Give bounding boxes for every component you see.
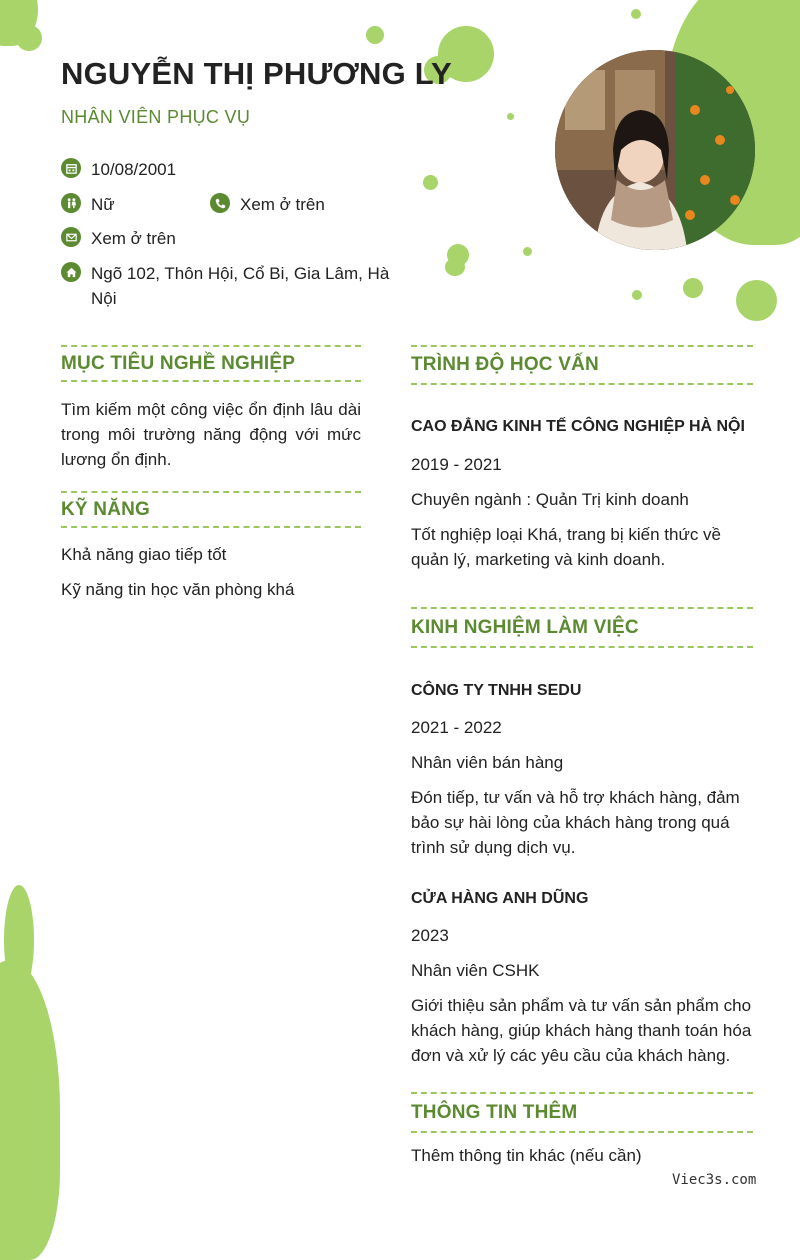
job-period: 2023 bbox=[411, 926, 449, 945]
address-row bbox=[61, 261, 391, 311]
gender-value: Nữ bbox=[91, 195, 115, 214]
home-icon bbox=[61, 262, 81, 282]
gender-row bbox=[61, 192, 115, 217]
birthday-value: 10/08/2001 bbox=[91, 160, 177, 179]
decor-dot bbox=[445, 258, 465, 276]
skill-item: Kỹ năng tin học văn phòng khá bbox=[61, 580, 295, 599]
profile-photo bbox=[555, 50, 755, 250]
birthday-row bbox=[61, 157, 176, 182]
education-description: Tốt nghiệp loại Khá, trang bị kiến thức về quản lý, marketing và kinh doanh. bbox=[411, 525, 722, 569]
gender-icon bbox=[61, 193, 81, 213]
company-name: CỬA HÀNG ANH DŨNG bbox=[411, 890, 589, 907]
company-name: CÔNG TY TNHH SEDU bbox=[411, 682, 582, 699]
decor-dot bbox=[736, 280, 777, 321]
job-description: Giới thiệu sản phẩm và tư vấn sản phẩm cho khách hàng, giúp khách hàng thanh toán hóa đơn và xử lý các yêu cầu của khách hàng. bbox=[411, 996, 752, 1065]
phone-row bbox=[210, 192, 325, 217]
decor-dot bbox=[366, 26, 384, 44]
additional-title: THÔNG TIN THÊM bbox=[411, 1092, 753, 1133]
email-value[interactable]: Xem ở trên bbox=[91, 229, 176, 248]
education-title: TRÌNH ĐỘ HỌC VẤN bbox=[411, 345, 753, 385]
decor-dot bbox=[16, 25, 42, 51]
job-description: Đón tiếp, tư vấn và hỗ trợ khách hàng, đảm bảo sự hài lòng của khách hàng trong quá trình sử dụng dịch vụ. bbox=[411, 788, 740, 857]
skill-item: Khả năng giao tiếp tốt bbox=[61, 545, 227, 564]
email-row bbox=[61, 226, 176, 251]
objective-text: Tìm kiếm một công việc ổn định lâu dài trong môi trường năng động với mức lương ổn định. bbox=[61, 400, 361, 469]
objective-title: MỤC TIÊU NGHỀ NGHIỆP bbox=[61, 345, 361, 382]
school-name: CAO ĐẲNG KINH TẾ CÔNG NGHIỆP HÀ NỘI bbox=[411, 418, 745, 435]
decor-dot bbox=[632, 290, 642, 300]
job-position: Nhân viên CSHK bbox=[411, 961, 540, 980]
decor-blob-bottom-left bbox=[0, 960, 60, 1260]
decor-dot bbox=[683, 278, 703, 298]
decor-dot bbox=[507, 113, 514, 120]
phone-value[interactable]: Xem ở trên bbox=[240, 195, 325, 214]
calendar-icon bbox=[61, 158, 81, 178]
education-period: 2019 - 2021 bbox=[411, 455, 502, 474]
experience-title: KINH NGHIỆM LÀM VIỆC bbox=[411, 607, 753, 648]
skills-title: KỸ NĂNG bbox=[61, 491, 361, 528]
candidate-name: NGUYỄN THỊ PHƯƠNG LY bbox=[61, 56, 452, 91]
additional-text: Thêm thông tin khác (nếu cần) bbox=[411, 1146, 642, 1165]
education-major: Chuyên ngành : Quản Trị kinh doanh bbox=[411, 490, 689, 509]
phone-icon bbox=[210, 193, 230, 213]
decor-dot bbox=[631, 9, 641, 19]
decor-dot bbox=[523, 247, 532, 256]
address-value: Ngõ 102, Thôn Hội, Cổ Bi, Gia Lâm, Hà Nội bbox=[91, 264, 390, 308]
watermark: Viec3s.com bbox=[672, 1172, 757, 1188]
decor-blob-bottom-left-2 bbox=[4, 885, 34, 995]
mail-icon bbox=[61, 227, 81, 247]
job-position: Nhân viên bán hàng bbox=[411, 753, 564, 772]
job-period: 2021 - 2022 bbox=[411, 718, 502, 737]
decor-dot bbox=[423, 175, 438, 190]
job-title: NHÂN VIÊN PHỤC VỤ bbox=[61, 107, 251, 127]
